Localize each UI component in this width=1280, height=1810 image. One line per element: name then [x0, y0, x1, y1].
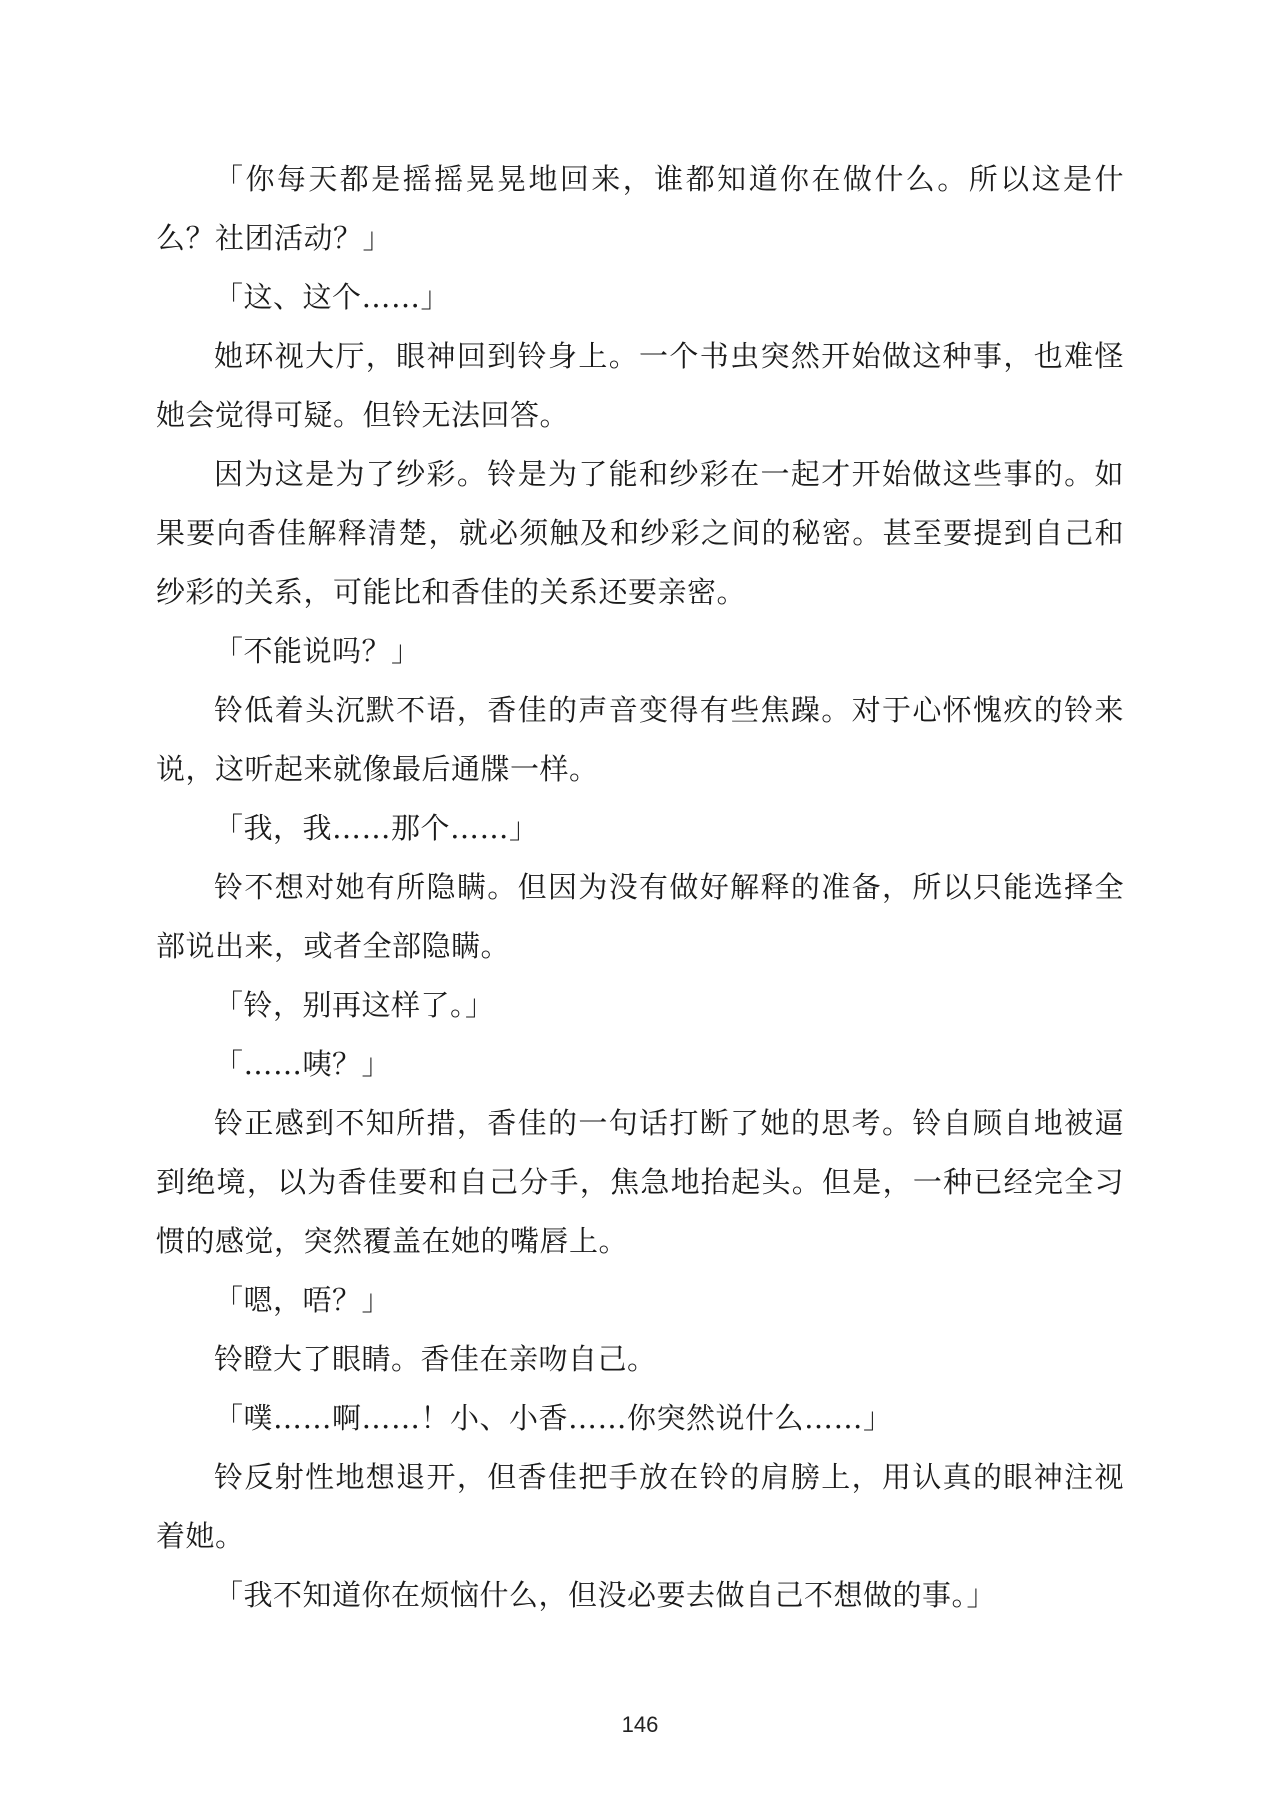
paragraph: 铃低着头沉默不语，香佳的声音变得有些焦躁。对于心怀愧疚的铃来说，这听起来就像最后通牒一样。 — [156, 693, 1124, 786]
paragraph: 因为这是为了纱彩。铃是为了能和纱彩在一起才开始做这些事的。如果要向香佳解释清楚，就必须触及和纱彩之间的秘密。甚至要提到自己和纱彩的关系，可能比和香佳的关系还要亲密。 — [156, 457, 1124, 609]
paragraph: 「不能说吗？」 — [214, 634, 421, 668]
paragraph: 「噗……啊……！小、小香……你突然说什么……」 — [214, 1401, 893, 1435]
paragraph: 「你每天都是摇摇晃晃地回来，谁都知道你在做什么。所以这是什么？社团活动？」 — [156, 162, 1124, 255]
body-text — [156, 150, 1124, 1625]
paragraph: 「嗯，唔？」 — [214, 1283, 392, 1317]
paragraph: 「这、这个……」 — [214, 280, 451, 314]
paragraph: 「我不知道你在烦恼什么，但没必要去做自己不想做的事。」 — [214, 1578, 997, 1612]
paragraph: 「我，我……那个……」 — [214, 811, 539, 845]
paragraph: 铃反射性地想退开，但香佳把手放在铃的肩膀上，用认真的眼神注视着她。 — [156, 1460, 1124, 1553]
paragraph: 铃瞪大了眼睛。香佳在亲吻自己。 — [214, 1342, 657, 1376]
paragraph: 铃不想对她有所隐瞒。但因为没有做好解释的准备，所以只能选择全部说出来，或者全部隐瞒。 — [156, 870, 1124, 963]
page-number: 146 — [621, 1712, 659, 1737]
paragraph: 「……咦？」 — [214, 1047, 392, 1081]
paragraph: 她环视大厅，眼神回到铃身上。一个书虫突然开始做这种事，也难怪她会觉得可疑。但铃无法回答。 — [156, 339, 1124, 432]
paragraph: 「铃，别再这样了。」 — [214, 988, 495, 1022]
paragraph: 铃正感到不知所措，香佳的一句话打断了她的思考。铃自顾自地被逼到绝境，以为香佳要和自己分手，焦急地抬起头。但是，一种已经完全习惯的感觉，突然覆盖在她的嘴唇上。 — [156, 1106, 1124, 1258]
